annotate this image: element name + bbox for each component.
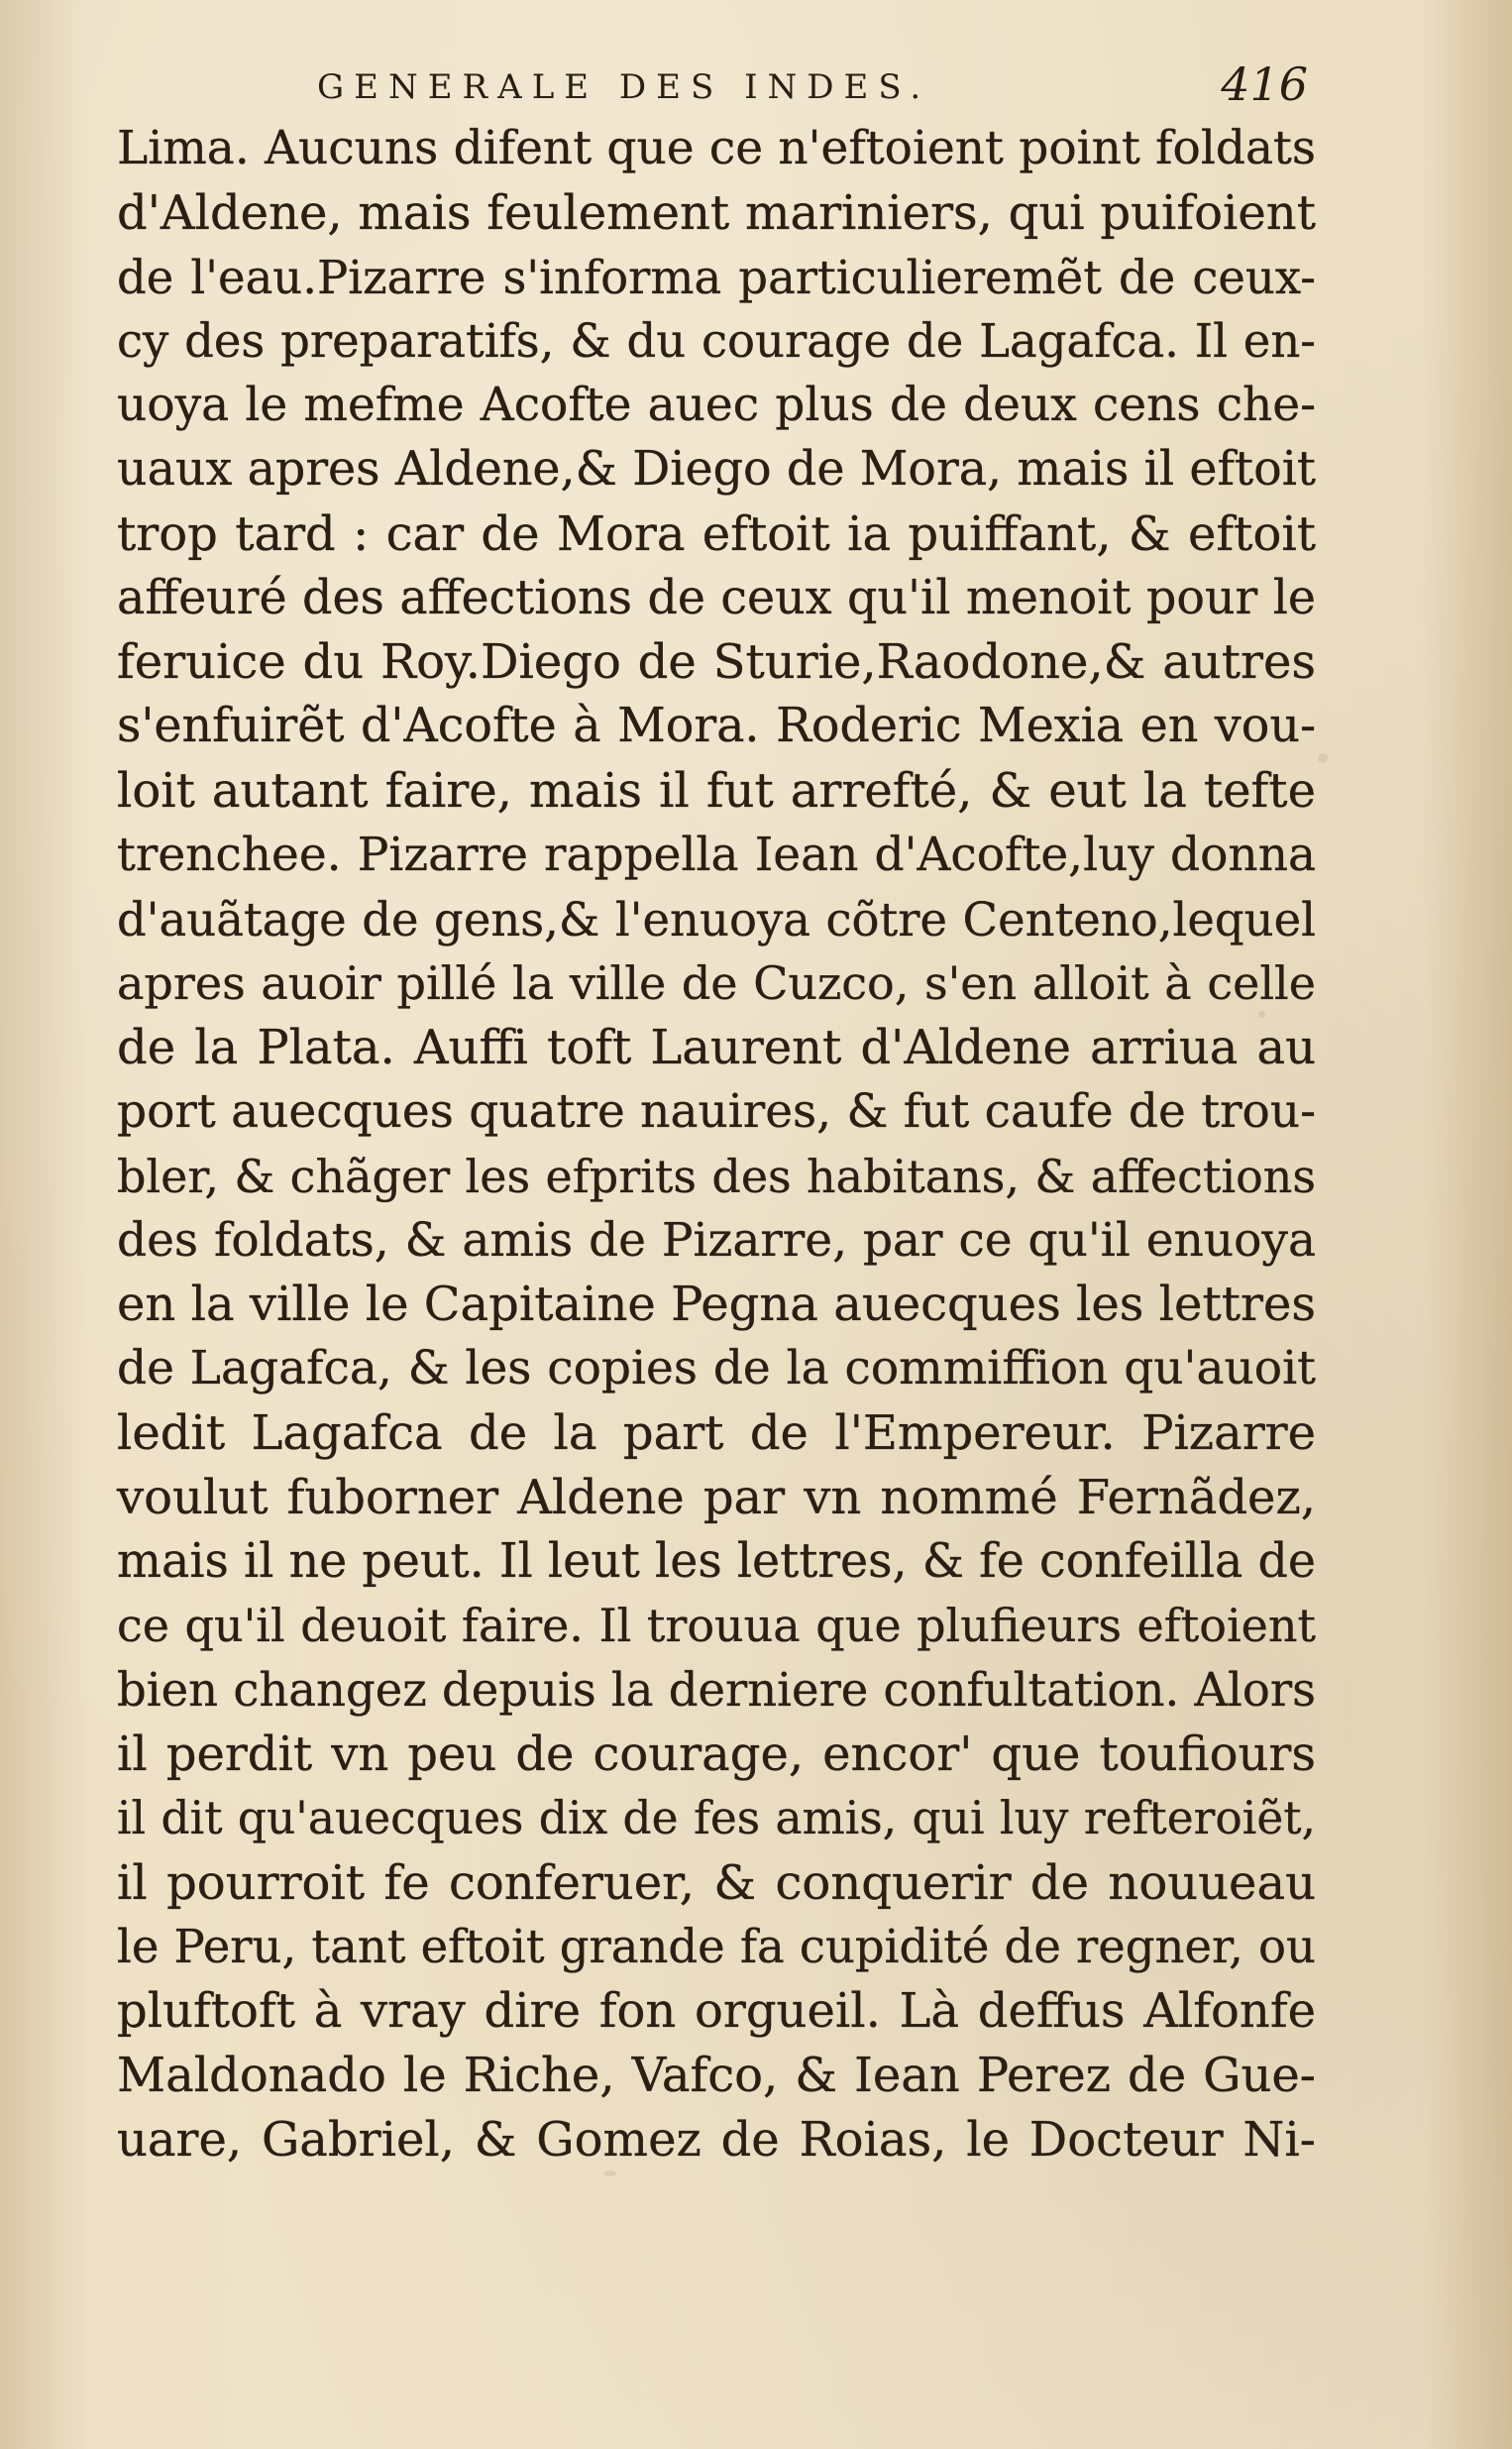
- paper-speck: [1318, 753, 1328, 763]
- text-line: le Peru, tant eftoit grande fa cupidité de regner, ou: [117, 1920, 1316, 1974]
- text-line: affeuré des affections de ceux qu'il menoit pour le: [117, 570, 1316, 625]
- text-line: Lima. Aucuns difent que ce n'eftoient point foldats: [117, 121, 1316, 175]
- text-line: apres auoir pillé la ville de Cuzco, s'en alloit à celle: [117, 956, 1316, 1011]
- text-line: uare, Gabriel, & Gomez de Roias, le Docteur Ni-: [117, 2111, 1316, 2168]
- text-line: ledit Lagafca de la part de l'Empereur. Pizarre: [117, 1404, 1316, 1461]
- text-line: en la ville le Capitaine Pegna auecques les lettres: [117, 1277, 1316, 1333]
- body-text: [117, 117, 1316, 2172]
- text-line: ce qu'il deuoit faire. Il trouua que plufieurs eftoient: [117, 1599, 1316, 1653]
- running-head-title: GENERALE DES INDES.: [317, 67, 931, 107]
- text-line: cy des preparatifs, & du courage de Lagafca. Il en-: [117, 314, 1316, 369]
- text-line: trop tard : car de Mora eftoit ia puiffant, & eftoit: [117, 505, 1316, 562]
- text-line: d'auãtage de gens,& l'enuoya cõtre Centeno,lequel: [117, 892, 1316, 946]
- text-line: uaux apres Aldene,& Diego de Mora, mais il eftoit: [117, 441, 1316, 497]
- text-line: mais il ne peut. Il leut les lettres, & fe confeilla de: [117, 1533, 1316, 1589]
- text-line: pluftoft à vray dire fon orgueil. Là deffus Alfonfe: [117, 1983, 1316, 2040]
- text-line: d'Aldene, mais feulement mariniers, qui puifoient: [117, 184, 1316, 241]
- text-line: des foldats, & amis de Pizarre, par ce qu'il enuoya: [117, 1212, 1316, 1268]
- text-line: il pourroit fe conferuer, & conquerir de nouueau: [117, 1854, 1316, 1911]
- text-line: il dit qu'auecques dix de fes amis, qui luy refteroiẽt,: [117, 1791, 1316, 1844]
- text-line: feruice du Roy.Diego de Sturie,Raodone,& autres: [117, 634, 1316, 691]
- text-line: il perdit vn peu de courage, encor' que toufiours: [117, 1725, 1316, 1782]
- text-line: voulut fuborner Aldene par vn nommé Fernãdez,: [117, 1469, 1316, 1525]
- text-line: s'enfuirẽt d'Acofte à Mora. Roderic Mexia en vou-: [117, 699, 1316, 754]
- text-line: de Lagafca, & les copies de la commiffion qu'auoit: [117, 1341, 1316, 1396]
- page-number: 416: [1221, 57, 1308, 111]
- text-line: loit autant faire, mais il fut arrefté, & eut la tefte: [117, 762, 1316, 819]
- text-line: bien changez depuis la derniere confultation. Alors: [117, 1663, 1316, 1718]
- text-line: de l'eau.Pizarre s'informa particulieremẽt de ceux-: [117, 250, 1316, 304]
- text-line: Maldonado le Riche, Vafco, & Iean Perez de Gue-: [117, 2047, 1316, 2103]
- text-line: bler, & chãger les efprits des habitans, & affections: [117, 1149, 1316, 1203]
- text-line: trenchee. Pizarre rappella Iean d'Acofte,luy donna: [117, 827, 1316, 882]
- running-head: [119, 57, 1308, 113]
- text-line: de la Plata. Auffi toft Laurent d'Aldene arriua au: [117, 1020, 1316, 1076]
- text-line: uoya le mefme Acofte auec plus de deux cens che-: [117, 378, 1316, 433]
- text-line: port auecques quatre nauires, & fut caufe de trou-: [117, 1083, 1316, 1139]
